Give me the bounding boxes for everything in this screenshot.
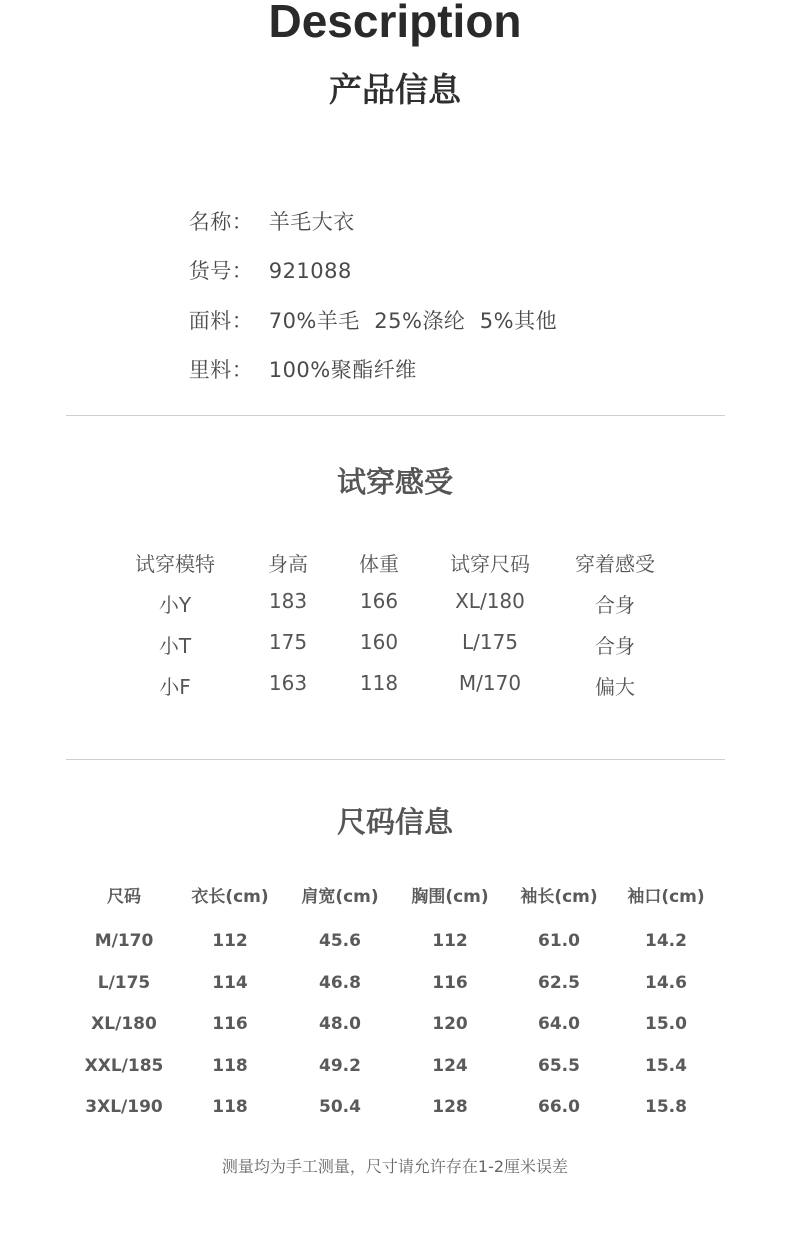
size-table-cell: 49.2 [319, 1056, 361, 1076]
product-name-label: 名称： [188, 210, 254, 234]
size-table-cell: 116 [212, 1014, 248, 1034]
fitting-table-cell: 160 [359, 630, 399, 654]
size-header-cell: 袖长(cm) [520, 887, 598, 907]
product-sku-value: 921088 [268, 259, 352, 283]
product-lining-value: 100%聚酯纤维 [268, 358, 417, 382]
size-table-cell: 48.0 [319, 1014, 361, 1034]
fitting-table-cell: 118 [359, 671, 399, 695]
size-table-cell: 114 [212, 973, 248, 993]
fitting-table-cell: 183 [268, 589, 308, 613]
fitting-header-cell: 体重 [359, 552, 399, 576]
size-header-cell: 衣长(cm) [191, 887, 269, 907]
size-table-cell: 15.4 [645, 1056, 687, 1076]
size-table-cell: 3XL/190 [85, 1097, 163, 1117]
size-header-cell: 胸围(cm) [411, 887, 489, 907]
fitting-table-cell: M/170 [458, 671, 522, 695]
fitting-table-cell: 偏大 [595, 675, 635, 699]
size-table-cell: 64.0 [538, 1014, 580, 1034]
fitting-table-cell: 163 [268, 671, 308, 695]
product-fabric-label: 面料： [188, 309, 254, 333]
fitting-table-cell: 合身 [595, 634, 635, 658]
fitting-header-cell: 穿着感受 [575, 552, 655, 576]
product-name-value: 羊毛大衣 [268, 210, 355, 234]
size-table-cell: 118 [212, 1056, 248, 1076]
size-table-cell: XXL/185 [84, 1056, 164, 1076]
fitting-header-cell: 身高 [268, 552, 308, 576]
product-lining-label: 里料： [188, 358, 254, 382]
size-table-cell: 118 [212, 1097, 248, 1117]
size-header-cell: 袖口(cm) [627, 887, 705, 907]
fitting-table-cell: 合身 [595, 593, 635, 617]
fitting-table-cell: 小F [159, 675, 191, 699]
product-fabric-value: 70%羊毛 25%涤纶 5%其他 [268, 309, 558, 333]
size-table-cell: 128 [432, 1097, 468, 1117]
size-table-cell: 14.6 [645, 973, 687, 993]
size-table-cell: 124 [432, 1056, 468, 1076]
divider [66, 415, 725, 416]
page-subtitle: 产品信息 [329, 70, 461, 109]
size-table-cell: L/175 [97, 973, 151, 993]
fitting-header-cell: 试穿尺码 [450, 552, 530, 576]
fitting-table-cell: L/175 [461, 630, 519, 654]
size-table-cell: 15.8 [645, 1097, 687, 1117]
fitting-table-cell: 166 [359, 589, 399, 613]
page-title: Description [268, 0, 522, 47]
product-sku-label: 货号： [188, 259, 254, 283]
fitting-table-cell: XL/180 [455, 589, 525, 613]
size-table-cell: 50.4 [319, 1097, 361, 1117]
size-table-cell: 61.0 [538, 931, 580, 951]
size-table-cell: 15.0 [645, 1014, 687, 1034]
size-table-cell: M/170 [94, 931, 154, 951]
size-table-cell: 120 [432, 1014, 468, 1034]
size-table-cell: 112 [432, 931, 468, 951]
size-table-cell: XL/180 [91, 1014, 157, 1034]
product-lining-row [160, 330, 417, 408]
size-table-cell: 45.6 [319, 931, 361, 951]
measurement-note: 测量均为手工测量，尺寸请允许存在1-2厘米误差 [221, 1157, 569, 1176]
divider [66, 759, 725, 760]
fitting-table-cell: 175 [268, 630, 308, 654]
fitting-header-cell: 试穿模特 [135, 552, 215, 576]
fitting-table-cell: 小T [158, 634, 192, 658]
size-header-cell: 尺码 [107, 887, 141, 907]
size-table-cell: 46.8 [319, 973, 361, 993]
size-table-cell: 14.2 [645, 931, 687, 951]
size-table-cell: 65.5 [538, 1056, 580, 1076]
size-table-cell: 66.0 [538, 1097, 580, 1117]
size-table-cell: 112 [212, 931, 248, 951]
size-header-cell: 肩宽(cm) [301, 887, 379, 907]
size-section-title: 尺码信息 [336, 805, 453, 839]
fitting-table-cell: 小Y [158, 593, 192, 617]
size-table-cell: 62.5 [538, 973, 580, 993]
size-table-cell: 116 [432, 973, 468, 993]
fitting-section-title: 试穿感受 [336, 465, 453, 499]
